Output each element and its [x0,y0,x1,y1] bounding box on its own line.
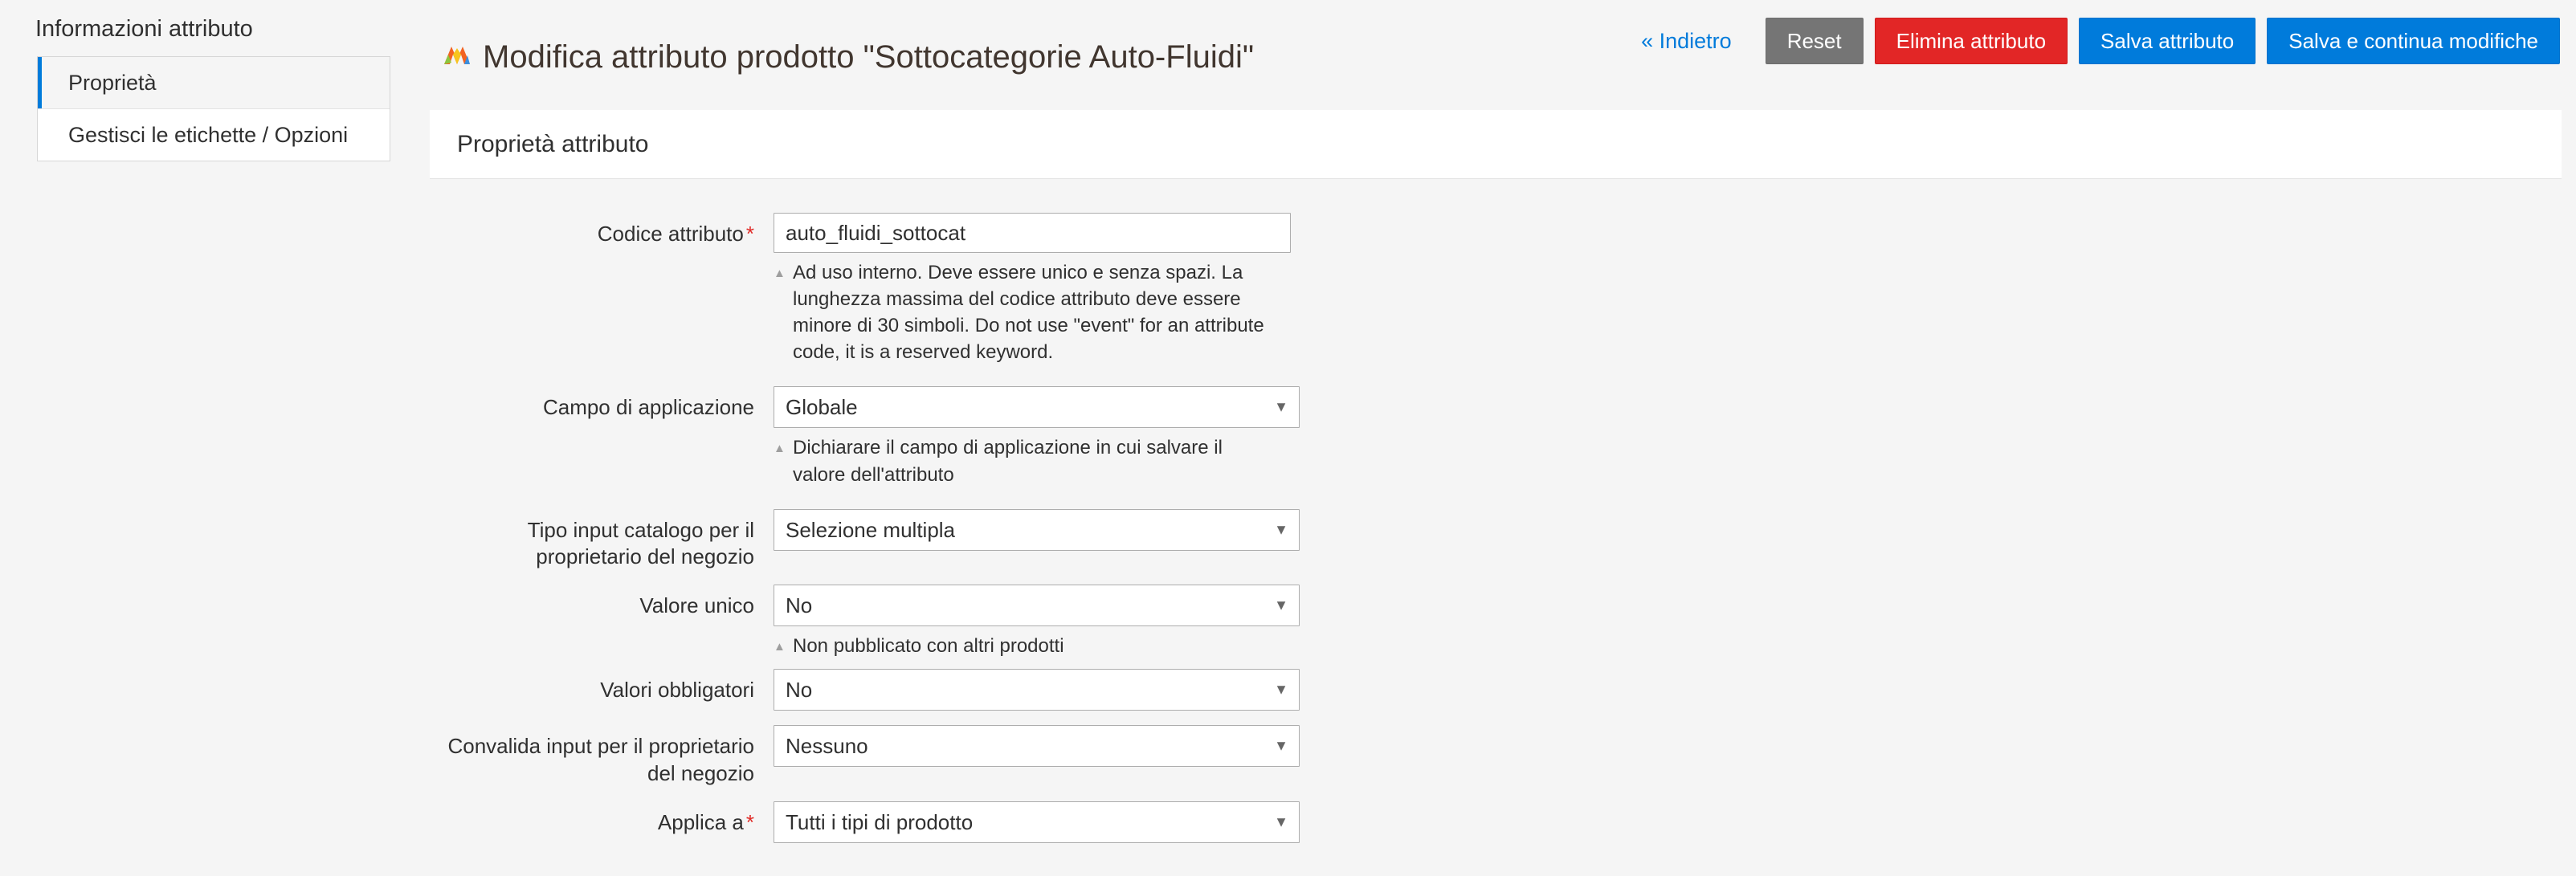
field-label-text: Applica a [657,809,744,834]
field-input-validation [430,725,2562,787]
field-control [774,213,2562,365]
save-attribute-button[interactable]: Salva attributo [2079,18,2256,64]
field-label-text: Campo di applicazione [542,395,754,420]
magento-logo-icon [443,43,472,71]
sidebar-item-label: Gestisci le etichette / Opzioni [68,122,349,147]
attribute-information-tabs [37,56,390,161]
field-label-text: Codice attributo [597,222,744,246]
field-label [430,386,774,421]
card-heading: Proprietà attributo [430,110,2562,179]
note-text: Ad uso interno. Deve essere unico e senza spazi. La lunghezza massima del codice attributo deve essere minore di 30 simboli. Do not use "event" for an attribute code, it is a reserved keyword. [793,262,1264,364]
save-and-continue-button[interactable]: Salva e continua modifiche [2267,18,2560,64]
field-control [774,386,2562,487]
field-label [430,509,774,571]
chevron-down-icon: ▼ [1274,681,1288,698]
field-control [774,585,2562,659]
scope-select[interactable] [774,386,1300,428]
attribute-code-input[interactable] [774,213,1291,253]
unique-value-note [774,633,1272,659]
field-label-text: Valore unico [639,593,754,618]
field-label [430,585,774,619]
required-marker: * [745,809,754,834]
field-control [774,801,2562,843]
note-text: Dichiarare il campo di applicazione in cui salvare il valore dell'attributo [793,437,1223,486]
chevron-down-icon: ▼ [1274,597,1288,613]
unique-value-select-wrap [774,585,1300,626]
unique-value-select[interactable] [774,585,1300,626]
spacer [430,787,2562,801]
field-label-text: Tipo input catalogo per il proprietario del negozio [527,517,754,568]
field-label-text: Convalida input per il proprietario del negozio [447,734,754,785]
sidebar-item-label: Proprietà [68,70,157,95]
field-attribute-code [430,213,2562,365]
spacer [430,488,2562,509]
chevron-down-icon: ▼ [1274,813,1288,830]
field-unique-value [430,585,2562,659]
field-control [774,725,2562,767]
field-control [774,669,2562,711]
required-values-select[interactable] [774,669,1300,711]
note-text: Non pubblicato con altri prodotti [793,635,1064,658]
input-validation-select-wrap [774,725,1300,767]
required-values-select-wrap [774,669,1300,711]
attribute-information-title: Informazioni attributo [35,16,253,42]
spacer [430,711,2562,725]
field-label [430,801,774,836]
chevron-down-icon: ▼ [1274,521,1288,538]
delete-attribute-button[interactable]: Elimina attributo [1875,18,2068,64]
chevron-down-icon: ▼ [1274,737,1288,754]
field-label [430,725,774,787]
scope-note [774,434,1272,487]
field-label [430,669,774,703]
apply-to-select-wrap [774,801,1300,843]
attribute-properties-card [430,110,2562,865]
spacer [430,659,2562,669]
apply-to-select[interactable] [774,801,1300,843]
back-link[interactable]: « Indietro [1641,28,1732,53]
field-catalog-input-type [430,509,2562,571]
info-triangle-icon: ▲ [774,267,786,280]
catalog-input-type-select[interactable] [774,509,1300,551]
chevron-down-icon: ▼ [1274,398,1288,415]
reset-button[interactable]: Reset [1766,18,1864,64]
required-marker: * [745,222,754,246]
attribute-information-panel [0,0,394,876]
sidebar-item-gestisci-etichette-opzioni[interactable] [38,109,390,161]
field-apply-to [430,801,2562,843]
field-control [774,509,2562,551]
field-required-values [430,669,2562,711]
page-header [394,0,2576,84]
info-triangle-icon: ▲ [774,442,786,456]
attribute-code-note [774,259,1272,365]
page-title-wrap [443,18,1254,97]
page-title: Modifica attributo prodotto "Sottocategorie Auto-Fluidi" [483,39,1255,75]
card-body [430,179,2562,864]
field-label-text: Valori obbligatori [600,678,754,703]
spacer [430,365,2562,386]
scope-select-wrap [774,386,1300,428]
header-actions [1641,18,2560,64]
field-scope [430,386,2562,487]
info-triangle-icon: ▲ [774,640,786,654]
sidebar-item-proprieta[interactable] [38,57,390,108]
spacer [430,570,2562,585]
catalog-input-type-select-wrap [774,509,1300,551]
field-label [430,213,774,247]
input-validation-select[interactable] [774,725,1300,767]
